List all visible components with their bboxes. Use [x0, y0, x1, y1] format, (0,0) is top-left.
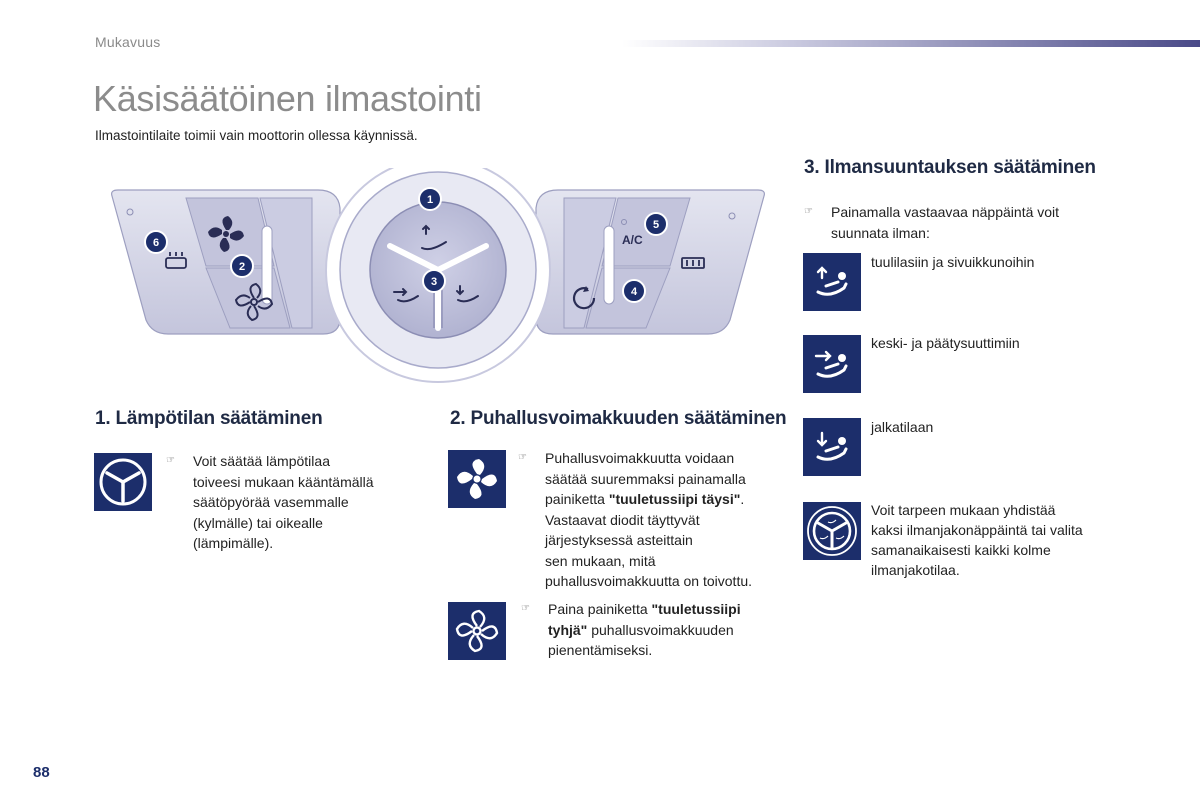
section1-line: (lämpimälle).	[193, 535, 274, 551]
section2-heading: 2. Puhallusvoimakkuuden säätäminen	[450, 408, 787, 429]
air-distribution-dial-icon	[803, 502, 861, 560]
section2-line: Puhallusvoimakkuutta voidaan	[545, 450, 735, 466]
face-vent-icon	[803, 335, 861, 393]
callout-badge-2	[231, 255, 253, 277]
section2-line: puhallusvoimakkuuden	[587, 621, 734, 638]
section2-line: .	[740, 491, 745, 507]
section2-line: puhallusvoimakkuutta on toivottu.	[545, 573, 753, 589]
pointing-hand-icon: ☞	[521, 603, 530, 614]
svg-text:3: 3	[430, 276, 438, 288]
section1-bullet	[166, 451, 406, 554]
section1-line: säätöpyörää vasemmalle	[193, 494, 349, 510]
page-title: Käsisäätöinen ilmastointi	[93, 78, 482, 119]
section1-heading: 1. Lämpötilan säätäminen	[95, 408, 323, 429]
pointing-hand-icon: ☞	[166, 455, 175, 466]
fan-empty-icon	[448, 602, 506, 660]
callout-badge-4	[623, 280, 645, 302]
section3-bullet	[804, 202, 1134, 243]
section3-heading: 3. Ilmansuuntauksen säätäminen	[804, 157, 1096, 178]
section3-line: Painamalla vastaavaa näppäintä voit	[831, 204, 1060, 220]
section1-line: toiveesi mukaan kääntämällä	[193, 473, 374, 490]
vent-option-label: keski- ja päätysuuttimiin	[871, 335, 1020, 351]
temperature-dial-icon	[94, 453, 152, 511]
section2-line: säätää suuremmaksi painamalla	[545, 470, 746, 487]
climate-control-panel-diagram	[108, 168, 768, 383]
fan-full-button-name: "tuuletussiipi täysi"	[608, 491, 741, 507]
section1-line: Voit säätää lämpötilaa	[193, 453, 330, 469]
section2-bullet-1	[518, 448, 788, 592]
section-label: Mukavuus	[95, 34, 161, 50]
callout-badge-1	[419, 188, 441, 210]
section2-line: sen mukaan, mitä	[545, 552, 656, 569]
combine-note	[871, 500, 1171, 580]
combine-line: Voit tarpeen mukaan yhdistää	[871, 502, 1056, 518]
fan-empty-button-name: "tuuletussiipi	[651, 601, 741, 617]
windshield-vent-icon	[803, 253, 861, 311]
foot-vent-icon	[803, 418, 861, 476]
section3-line: suunnata ilman:	[831, 224, 930, 241]
intro-text: Ilmastointilaite toimii vain moottorin ollessa käynnissä.	[95, 128, 418, 143]
svg-text:2: 2	[238, 261, 246, 273]
section2-line: Paina painiketta	[548, 601, 652, 617]
ac-label: A/C	[622, 233, 643, 247]
section1-line: (kylmälle) tai oikealle	[193, 514, 323, 531]
combine-line: samanaikaisesti kaikki kolme	[871, 542, 1051, 558]
callout-badge-3	[423, 270, 445, 292]
svg-text:4: 4	[630, 286, 638, 298]
page-number: 88	[33, 764, 50, 781]
fan-empty-button-name-cont: tyhjä"	[548, 621, 588, 638]
callout-badge-5	[645, 213, 667, 235]
section2-line: pienentämiseksi.	[548, 642, 653, 658]
pointing-hand-icon: ☞	[804, 206, 813, 217]
combine-line: kaksi ilmanjakonäppäintä tai valita	[871, 522, 1083, 538]
pointing-hand-icon: ☞	[518, 452, 527, 463]
svg-text:1: 1	[426, 194, 434, 206]
callout-badge-6	[145, 231, 167, 253]
section2-bullet-2	[521, 599, 781, 661]
header-gradient-bar	[622, 40, 1200, 47]
fan-full-icon	[448, 450, 506, 508]
svg-text:5: 5	[652, 219, 660, 231]
svg-text:6: 6	[152, 237, 160, 249]
section2-line: järjestyksessä asteittain	[545, 532, 693, 548]
section2-line: painiketta	[545, 491, 609, 507]
vent-option-label: tuulilasiin ja sivuikkunoihin	[871, 254, 1035, 270]
section2-line: Vastaavat diodit täyttyvät	[545, 511, 700, 528]
combine-line: ilmanjakotilaa.	[871, 562, 960, 578]
vent-option-label: jalkatilaan	[871, 419, 934, 435]
